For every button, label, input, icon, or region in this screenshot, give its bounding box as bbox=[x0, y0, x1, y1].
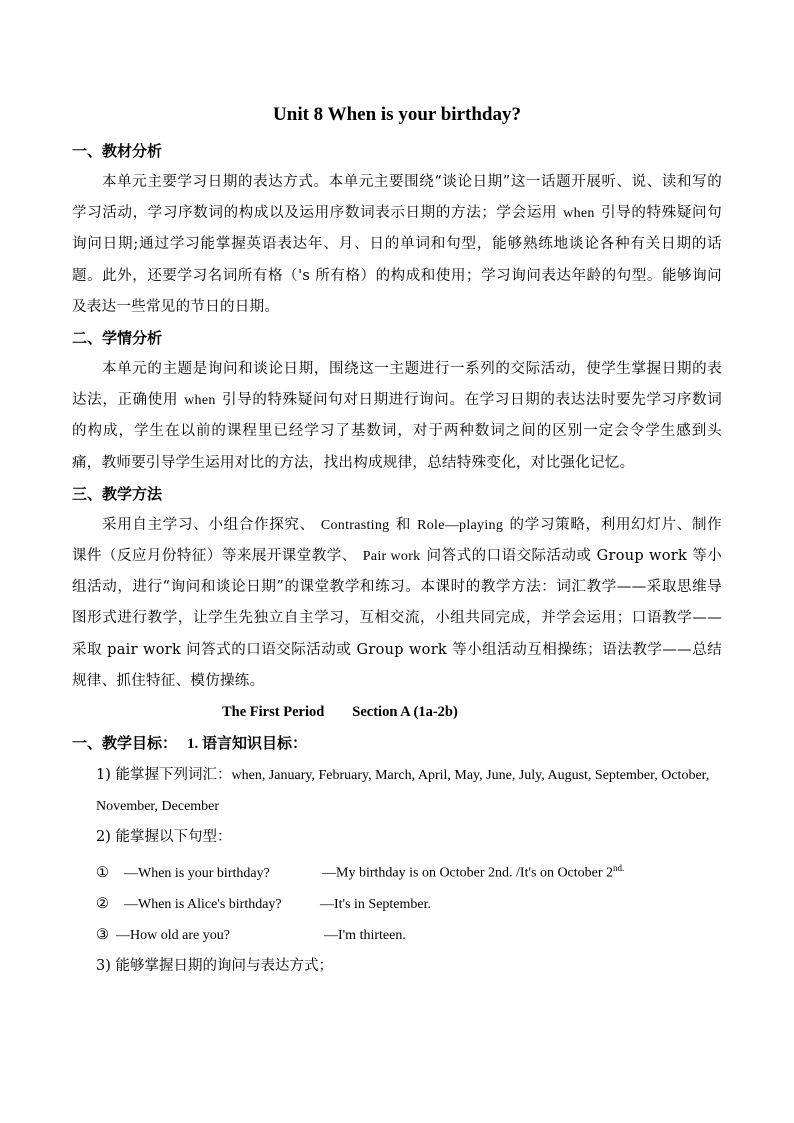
para-text: 引导的特殊疑问句对日期进行询问。在学习日期的表达法时要先学习序数词的构成，学生在以前的课程里已经学习了基数词，对于两种数词之间的区别一定会令学生感到头痛，教师要引导学生运用对比的方法，找出构成规律，总结特殊变化，对比强化记忆。 bbox=[72, 392, 722, 471]
period-name: The First Period bbox=[222, 704, 325, 721]
section-paragraph-learner-analysis bbox=[72, 354, 722, 479]
goals-heading bbox=[72, 728, 722, 760]
section-paragraph-textbook-analysis bbox=[72, 167, 722, 323]
circled-number: ① bbox=[96, 864, 109, 881]
question-text: —When is Alice's birthday? bbox=[124, 896, 282, 912]
sentence-pattern-row bbox=[72, 920, 722, 951]
para-text: 采用自主学习、小组合作探究、 bbox=[102, 516, 315, 533]
para-english-term: Contrasting bbox=[320, 517, 390, 533]
circled-number: ③ bbox=[96, 926, 109, 943]
answer-superscript: nd. bbox=[613, 863, 625, 874]
question-text: —How old are you? bbox=[116, 927, 230, 943]
section-heading-learner-analysis: 二、学情分析 bbox=[72, 329, 163, 348]
vocabulary-list: when, January, February, March, April, May, June, July, August, September, October, November, December bbox=[96, 768, 710, 815]
para-english-term: when bbox=[563, 206, 595, 222]
sentence-pattern-row bbox=[72, 889, 722, 920]
para-text: 的学习策略，利用幻灯片、制作课件（反应月份特征）等来展开课堂教学、 bbox=[72, 516, 722, 565]
period-heading bbox=[72, 697, 722, 728]
para-text: 本单元主要学习日期的表达方式。本单元主要围绕“谈论日期”这一话题开展听、说、读和写的学习活动，学习序数词的构成以及运用序数词表示日期的方法；学会运用 bbox=[72, 174, 722, 222]
period-section: Section A (1a-2b) bbox=[352, 704, 458, 721]
para-text: 引导的特殊疑问句询问日期;通过学习能掌握英语表达年、月、日的单词和句型，能够熟练地谈论各种有关日期的话题。此外，还要学习名词所有格（'s 所有格）的构成和使用；学习询问表达年龄的句型。能够询问及表达一些常见的节日的日期。 bbox=[72, 205, 722, 315]
goal-item-sentence-patterns: 2) 能掌握以下句型： bbox=[96, 829, 232, 846]
circled-number: ② bbox=[96, 895, 109, 912]
para-text: 本单元的主题是询问和谈论日期，围绕这一主题进行一系列的交际活动，使学生掌握日期的表达法，正确使用 bbox=[72, 361, 722, 409]
document-title: Unit 8 When is your birthday? bbox=[273, 104, 521, 125]
answer-text: —I'm thirteen. bbox=[324, 927, 406, 943]
question-text: —When is your birthday? bbox=[124, 865, 270, 881]
goal-item-label: 1) 能掌握下列词汇： bbox=[96, 767, 232, 784]
goal-item-date-expressions: 3) 能够掌握日期的询问与表达方式； bbox=[96, 957, 333, 974]
para-text: 问答式的口语交际活动或 Group work 等小组活动，进行“询问和谈论日期”的课堂教学和练习。本课时的教学方法：词汇教学——采取思维导图形式进行教学，让学生先独立自主学习，互相交流，小组共同完成，并学会运用；口语教学——采取 pair work 问答式的口语交际活动或 Group work 等小组活动互相操练；语法教学——总结规律、抓住特征、模仿操练。 bbox=[72, 548, 722, 689]
goals-subheading: 1. 语言知识目标： bbox=[187, 736, 308, 753]
goals-heading-text: 一、教学目标： bbox=[72, 734, 178, 753]
answer-main: —My birthday is on October 2nd. /It's on October 2 bbox=[322, 865, 614, 881]
sentence-pattern-row bbox=[72, 853, 722, 889]
para-english-term: when bbox=[184, 393, 216, 409]
section-heading-textbook-analysis: 一、教材分析 bbox=[72, 142, 163, 160]
section-paragraph-teaching-methods bbox=[72, 510, 722, 697]
goal-item-vocabulary bbox=[72, 760, 722, 822]
section-heading-teaching-methods: 三、教学方法 bbox=[72, 484, 163, 503]
para-english-term: Role—playing bbox=[417, 517, 504, 533]
para-english-term: Pair work bbox=[362, 549, 421, 565]
para-text: 和 bbox=[395, 516, 412, 533]
document-page bbox=[72, 100, 722, 982]
answer-text bbox=[322, 853, 624, 889]
answer-text: —It's in September. bbox=[320, 896, 432, 912]
